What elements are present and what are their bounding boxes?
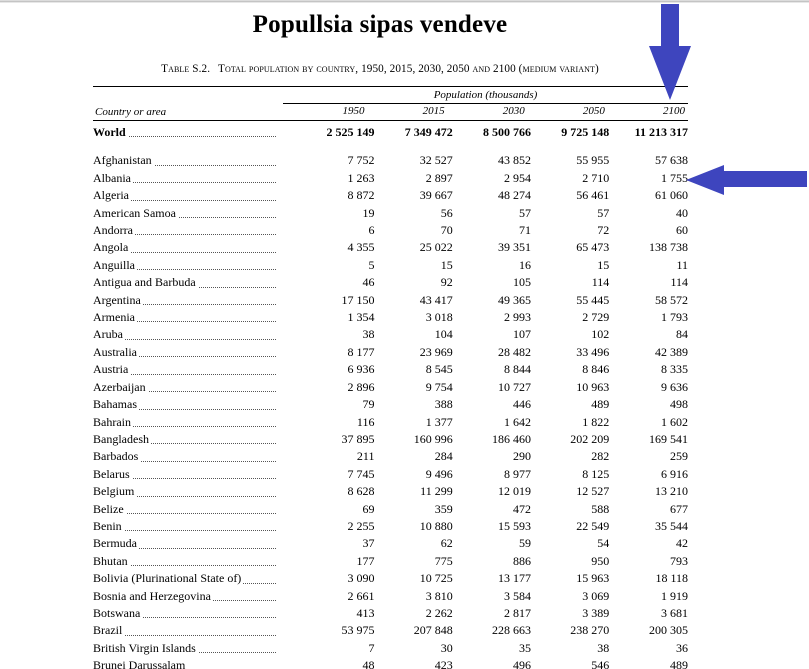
row-country-name bbox=[93, 257, 280, 274]
row-value-2050: 65 473 bbox=[576, 240, 610, 255]
table-row bbox=[93, 622, 688, 639]
page-title: Popullsia sipas vendeve bbox=[252, 11, 508, 38]
row-value-2100: 35 544 bbox=[655, 518, 688, 533]
row-value-2100: 9 636 bbox=[661, 379, 688, 394]
country-label: World bbox=[93, 125, 126, 139]
row-value-2100: 3 681 bbox=[661, 605, 688, 620]
row-value-2015: 388 bbox=[434, 397, 453, 412]
table-row bbox=[93, 414, 688, 431]
column-header-years bbox=[93, 105, 688, 117]
row-value-2015: 23 969 bbox=[419, 344, 453, 359]
row-value-2030: 886 bbox=[513, 553, 531, 568]
row-value-1950: 37 895 bbox=[341, 431, 375, 446]
row-value-2015: 10 725 bbox=[419, 571, 453, 586]
table-row bbox=[93, 640, 688, 657]
row-value-2030: 10 727 bbox=[498, 379, 531, 394]
row-value-2030: 496 bbox=[513, 658, 531, 669]
row-country-name bbox=[93, 501, 280, 518]
row-country-name bbox=[93, 535, 280, 552]
row-value-2050: 202 209 bbox=[570, 431, 610, 446]
row-value-2030: 35 bbox=[519, 640, 531, 655]
row-value-2030: 43 852 bbox=[498, 153, 531, 168]
country-label: Brazil bbox=[93, 623, 123, 638]
row-country-name bbox=[93, 396, 280, 413]
row-country-name bbox=[93, 205, 280, 222]
row-value-2030: 71 bbox=[519, 223, 531, 238]
country-label: Botswana bbox=[93, 605, 141, 620]
row-value-1950: 69 bbox=[362, 501, 375, 516]
row-value-2015: 8 545 bbox=[425, 362, 453, 377]
row-value-2050: 22 549 bbox=[576, 518, 610, 533]
country-label: Algeria bbox=[93, 188, 129, 203]
country-label: Albania bbox=[93, 170, 131, 185]
table-rule-header-end bbox=[93, 120, 688, 121]
row-value-2030: 107 bbox=[513, 327, 531, 342]
row-value-2100: 57 638 bbox=[655, 153, 688, 168]
row-value-2015: 207 848 bbox=[413, 623, 453, 638]
row-value-2100: 11 bbox=[676, 257, 688, 272]
row-country-name bbox=[93, 170, 280, 187]
row-value-2100: 40 bbox=[676, 205, 688, 220]
table-row bbox=[93, 396, 688, 413]
row-country-name bbox=[93, 466, 280, 483]
row-value-2015: 7 349 472 bbox=[404, 125, 453, 139]
row-value-2100: 489 bbox=[670, 658, 688, 669]
row-value-1950: 6 bbox=[368, 223, 375, 238]
table-row bbox=[93, 222, 688, 239]
row-value-2050: 10 963 bbox=[576, 379, 610, 394]
row-country-name bbox=[93, 379, 280, 396]
row-value-1950: 2 525 149 bbox=[326, 125, 375, 139]
row-value-2100: 138 738 bbox=[649, 240, 688, 255]
row-country-name bbox=[93, 274, 280, 291]
row-value-2030: 8 844 bbox=[504, 362, 531, 377]
row-country-name bbox=[93, 361, 280, 378]
row-value-2030: 16 bbox=[519, 257, 531, 272]
row-value-2050: 57 bbox=[597, 205, 610, 220]
row-value-2050: 9 725 148 bbox=[561, 125, 610, 139]
row-value-2015: 2 897 bbox=[425, 170, 453, 185]
table-row bbox=[93, 344, 688, 361]
row-value-2015: 32 527 bbox=[419, 153, 453, 168]
row-value-2100: 84 bbox=[676, 327, 688, 342]
row-country-name bbox=[93, 518, 280, 535]
population-table-body bbox=[93, 124, 688, 669]
table-row bbox=[93, 535, 688, 552]
row-value-2100: 169 541 bbox=[649, 431, 688, 446]
row-country-name bbox=[93, 640, 280, 657]
row-value-2015: 11 299 bbox=[420, 484, 453, 499]
row-value-2030: 2 954 bbox=[504, 170, 531, 185]
row-value-2100: 677 bbox=[670, 501, 688, 516]
row-value-2015: 359 bbox=[434, 501, 453, 516]
row-value-2100: 13 210 bbox=[655, 484, 688, 499]
row-value-2015: 104 bbox=[434, 327, 453, 342]
row-value-1950: 8 872 bbox=[347, 188, 375, 203]
row-value-1950: 116 bbox=[356, 414, 375, 429]
table-row bbox=[93, 257, 688, 274]
row-value-1950: 79 bbox=[362, 397, 375, 412]
row-value-2030: 57 bbox=[519, 205, 531, 220]
row-value-2050: 114 bbox=[591, 275, 610, 290]
row-value-2030: 59 bbox=[519, 536, 531, 551]
row-value-2050: 54 bbox=[597, 536, 610, 551]
table-row bbox=[93, 170, 688, 187]
row-country-name bbox=[93, 326, 280, 343]
table-row bbox=[93, 205, 688, 222]
row-value-2100: 793 bbox=[670, 553, 688, 568]
column-header-country: Country or area bbox=[95, 106, 167, 118]
row-value-2015: 43 417 bbox=[419, 292, 453, 307]
table-row bbox=[93, 431, 688, 448]
row-value-1950: 3 090 bbox=[347, 571, 375, 586]
table-row bbox=[93, 239, 688, 256]
row-value-2015: 775 bbox=[434, 553, 453, 568]
country-label: Belgium bbox=[93, 484, 135, 499]
column-group-header: Population (thousands) bbox=[433, 89, 538, 101]
column-header-2015: 2015 bbox=[422, 105, 445, 117]
row-value-1950: 413 bbox=[356, 605, 375, 620]
row-value-2100: 8 335 bbox=[661, 362, 688, 377]
table-row bbox=[93, 448, 688, 465]
row-value-2030: 15 593 bbox=[498, 518, 531, 533]
table-caption-prefix: Table S.2. bbox=[161, 63, 211, 75]
row-value-1950: 7 745 bbox=[347, 466, 375, 481]
row-value-2030: 228 663 bbox=[492, 623, 531, 638]
column-header-2100: 2100 bbox=[663, 105, 685, 117]
row-country-name bbox=[93, 570, 280, 587]
row-value-2050: 1 822 bbox=[582, 414, 610, 429]
year-header-spacer bbox=[93, 105, 271, 117]
row-value-2100: 1 919 bbox=[661, 588, 688, 603]
row-value-1950: 1 263 bbox=[347, 170, 375, 185]
row-country-name bbox=[93, 152, 280, 169]
row-value-2015: 3 018 bbox=[425, 310, 453, 325]
row-value-2100: 6 916 bbox=[661, 466, 688, 481]
row-country-name bbox=[93, 414, 280, 431]
row-country-name bbox=[93, 448, 280, 465]
row-value-2100: 42 389 bbox=[655, 344, 688, 359]
row-value-2050: 2 729 bbox=[582, 310, 610, 325]
row-value-2030: 472 bbox=[513, 501, 531, 516]
row-value-2100: 36 bbox=[676, 640, 688, 655]
row-value-2050: 950 bbox=[591, 553, 610, 568]
row-value-1950: 5 bbox=[368, 257, 375, 272]
country-label: Argentina bbox=[93, 292, 141, 307]
row-value-2050: 546 bbox=[591, 658, 610, 669]
row-value-1950: 46 bbox=[362, 275, 375, 290]
row-value-2015: 160 996 bbox=[413, 431, 453, 446]
table-row bbox=[93, 187, 688, 204]
country-label: Australia bbox=[93, 344, 137, 359]
row-country-name bbox=[93, 588, 280, 605]
row-country-name bbox=[93, 222, 280, 239]
row-value-2100: 11 213 317 bbox=[634, 125, 688, 139]
row-value-2030: 39 351 bbox=[498, 240, 531, 255]
table-row bbox=[93, 657, 688, 669]
row-value-2030: 3 584 bbox=[504, 588, 531, 603]
row-country-name bbox=[93, 553, 280, 570]
row-country-name bbox=[93, 431, 280, 448]
table-caption-text: Total population by country, 1950, 2015, 2030, 2050 and 2100 (medium variant) bbox=[218, 63, 599, 75]
row-value-2015: 1 377 bbox=[425, 414, 453, 429]
country-label: Benin bbox=[93, 518, 122, 533]
row-value-2050: 8 846 bbox=[582, 362, 610, 377]
row-country-name bbox=[93, 309, 280, 326]
row-value-1950: 48 bbox=[362, 658, 375, 669]
country-label: Andorra bbox=[93, 223, 133, 238]
row-value-2050: 282 bbox=[591, 449, 610, 464]
row-value-1950: 19 bbox=[362, 205, 375, 220]
row-value-2050: 15 bbox=[597, 257, 610, 272]
row-value-2050: 56 461 bbox=[576, 188, 610, 203]
row-value-2030: 290 bbox=[513, 449, 531, 464]
row-value-2030: 13 177 bbox=[498, 571, 531, 586]
country-label: Anguilla bbox=[93, 257, 135, 272]
row-value-2050: 72 bbox=[597, 223, 610, 238]
table-row bbox=[93, 466, 688, 483]
row-value-2100: 61 060 bbox=[655, 188, 688, 203]
table-row bbox=[93, 518, 688, 535]
row-value-2030: 446 bbox=[513, 397, 531, 412]
country-label: Bhutan bbox=[93, 553, 128, 568]
row-value-2050: 38 bbox=[597, 640, 610, 655]
row-value-2050: 3 069 bbox=[582, 588, 610, 603]
table-row bbox=[93, 379, 688, 396]
country-label: Antigua and Barbuda bbox=[93, 275, 196, 290]
table-row bbox=[93, 326, 688, 343]
row-value-1950: 37 bbox=[362, 536, 375, 551]
country-label: Bosnia and Herzegovina bbox=[93, 588, 211, 603]
row-value-1950: 1 354 bbox=[347, 310, 375, 325]
row-value-2100: 259 bbox=[670, 449, 688, 464]
row-value-2030: 12 019 bbox=[498, 484, 531, 499]
row-value-1950: 7 752 bbox=[347, 153, 375, 168]
row-value-1950: 17 150 bbox=[341, 292, 375, 307]
row-value-2050: 238 270 bbox=[570, 623, 610, 638]
row-value-2100: 18 118 bbox=[655, 571, 688, 586]
row-country-name bbox=[93, 239, 280, 256]
row-country-name bbox=[93, 483, 280, 500]
row-value-2050: 588 bbox=[591, 501, 610, 516]
row-value-1950: 7 bbox=[368, 640, 375, 655]
row-value-2015: 15 bbox=[440, 257, 453, 272]
row-country-name bbox=[93, 124, 280, 141]
row-country-name bbox=[93, 292, 280, 309]
country-label: Aruba bbox=[93, 327, 123, 342]
table-rule-top bbox=[93, 86, 688, 87]
row-value-2015: 423 bbox=[434, 658, 453, 669]
row-country-name bbox=[93, 187, 280, 204]
row-value-2015: 39 667 bbox=[419, 188, 453, 203]
row-value-1950: 8 177 bbox=[347, 344, 375, 359]
country-label: Bangladesh bbox=[93, 431, 149, 446]
row-value-2100: 58 572 bbox=[655, 292, 688, 307]
row-value-1950: 4 355 bbox=[347, 240, 375, 255]
table-row bbox=[93, 605, 688, 622]
row-value-2050: 3 389 bbox=[582, 605, 610, 620]
table-row bbox=[93, 483, 688, 500]
country-label: Brunei Darussalam bbox=[93, 658, 187, 669]
table-row bbox=[93, 292, 688, 309]
table-row bbox=[93, 152, 688, 169]
row-value-2015: 284 bbox=[434, 449, 453, 464]
country-label: Belarus bbox=[93, 466, 130, 481]
table-row bbox=[93, 309, 688, 326]
row-value-2015: 25 022 bbox=[419, 240, 453, 255]
down-arrow-annotation bbox=[645, 2, 695, 102]
row-value-2050: 489 bbox=[591, 397, 610, 412]
row-value-2030: 2 817 bbox=[504, 605, 531, 620]
row-value-2015: 92 bbox=[440, 275, 453, 290]
row-value-2100: 60 bbox=[676, 223, 688, 238]
row-value-2030: 28 482 bbox=[498, 344, 531, 359]
row-country-name bbox=[93, 657, 280, 669]
row-value-1950: 2 896 bbox=[347, 379, 375, 394]
country-label: Austria bbox=[93, 362, 129, 377]
row-value-2100: 498 bbox=[670, 397, 688, 412]
table-row bbox=[93, 274, 688, 291]
row-value-2015: 62 bbox=[440, 536, 453, 551]
row-value-2050: 55 955 bbox=[576, 153, 610, 168]
row-value-1950: 38 bbox=[362, 327, 375, 342]
row-value-2015: 3 810 bbox=[425, 588, 453, 603]
country-label: Bahamas bbox=[93, 397, 137, 412]
row-country-name bbox=[93, 344, 280, 361]
row-value-2050: 15 963 bbox=[576, 571, 610, 586]
table-row bbox=[93, 588, 688, 605]
row-value-1950: 53 975 bbox=[341, 623, 375, 638]
table-spacer-cell bbox=[93, 141, 688, 152]
row-value-2030: 186 460 bbox=[492, 431, 531, 446]
country-label: Bahrain bbox=[93, 414, 131, 429]
country-label: Angola bbox=[93, 240, 129, 255]
row-value-2050: 8 125 bbox=[582, 466, 610, 481]
row-value-2015: 9 754 bbox=[425, 379, 453, 394]
row-value-2030: 8 500 766 bbox=[483, 125, 531, 139]
row-value-2030: 1 642 bbox=[504, 414, 531, 429]
row-value-2100: 1 602 bbox=[661, 414, 688, 429]
row-value-2050: 2 710 bbox=[582, 170, 610, 185]
row-value-2030: 105 bbox=[513, 275, 531, 290]
row-value-1950: 211 bbox=[356, 449, 375, 464]
table-spacer-row bbox=[93, 141, 688, 152]
column-header-2050: 2050 bbox=[582, 105, 605, 117]
row-value-2050: 33 496 bbox=[576, 344, 610, 359]
row-value-2015: 9 496 bbox=[425, 466, 453, 481]
row-value-1950: 177 bbox=[356, 553, 375, 568]
country-label: Azerbaijan bbox=[93, 379, 146, 394]
row-value-2015: 30 bbox=[440, 640, 453, 655]
country-label: Barbados bbox=[93, 449, 139, 464]
country-label: Belize bbox=[93, 501, 124, 516]
row-value-2100: 200 305 bbox=[649, 623, 688, 638]
row-value-2100: 114 bbox=[670, 275, 688, 290]
country-label: American Samoa bbox=[93, 205, 176, 220]
table-rule-span bbox=[283, 103, 688, 104]
row-value-2050: 55 445 bbox=[576, 292, 610, 307]
row-value-1950: 8 628 bbox=[347, 484, 375, 499]
country-label: Armenia bbox=[93, 310, 135, 325]
column-header-2030: 2030 bbox=[502, 105, 525, 117]
row-value-1950: 2 661 bbox=[347, 588, 375, 603]
left-arrow-annotation bbox=[684, 163, 809, 199]
row-value-2050: 102 bbox=[591, 327, 610, 342]
table-row bbox=[93, 570, 688, 587]
row-value-1950: 2 255 bbox=[347, 518, 375, 533]
row-value-2015: 2 262 bbox=[425, 605, 453, 620]
row-value-2100: 1 755 bbox=[661, 170, 688, 185]
table-row bbox=[93, 124, 688, 141]
row-value-2015: 56 bbox=[440, 205, 453, 220]
row-value-2030: 49 365 bbox=[498, 292, 531, 307]
country-label: British Virgin Islands bbox=[93, 640, 196, 655]
row-value-2030: 8 977 bbox=[504, 466, 531, 481]
row-value-2015: 10 880 bbox=[419, 518, 453, 533]
row-country-name bbox=[93, 622, 280, 639]
row-value-2100: 42 bbox=[676, 536, 688, 551]
row-value-2030: 48 274 bbox=[498, 188, 531, 203]
row-value-2015: 70 bbox=[440, 223, 453, 238]
country-label: Afghanistan bbox=[93, 153, 152, 168]
country-label: Bermuda bbox=[93, 536, 137, 551]
row-country-name bbox=[93, 605, 280, 622]
table-row bbox=[93, 361, 688, 378]
row-value-1950: 6 936 bbox=[347, 362, 375, 377]
row-value-2100: 1 793 bbox=[661, 310, 688, 325]
table-row bbox=[93, 501, 688, 518]
column-header-1950: 1950 bbox=[342, 105, 365, 117]
row-value-2030: 2 993 bbox=[504, 310, 531, 325]
country-label: Bolivia (Plurinational State of) bbox=[93, 571, 242, 586]
row-value-2050: 12 527 bbox=[576, 484, 610, 499]
table-row bbox=[93, 553, 688, 570]
